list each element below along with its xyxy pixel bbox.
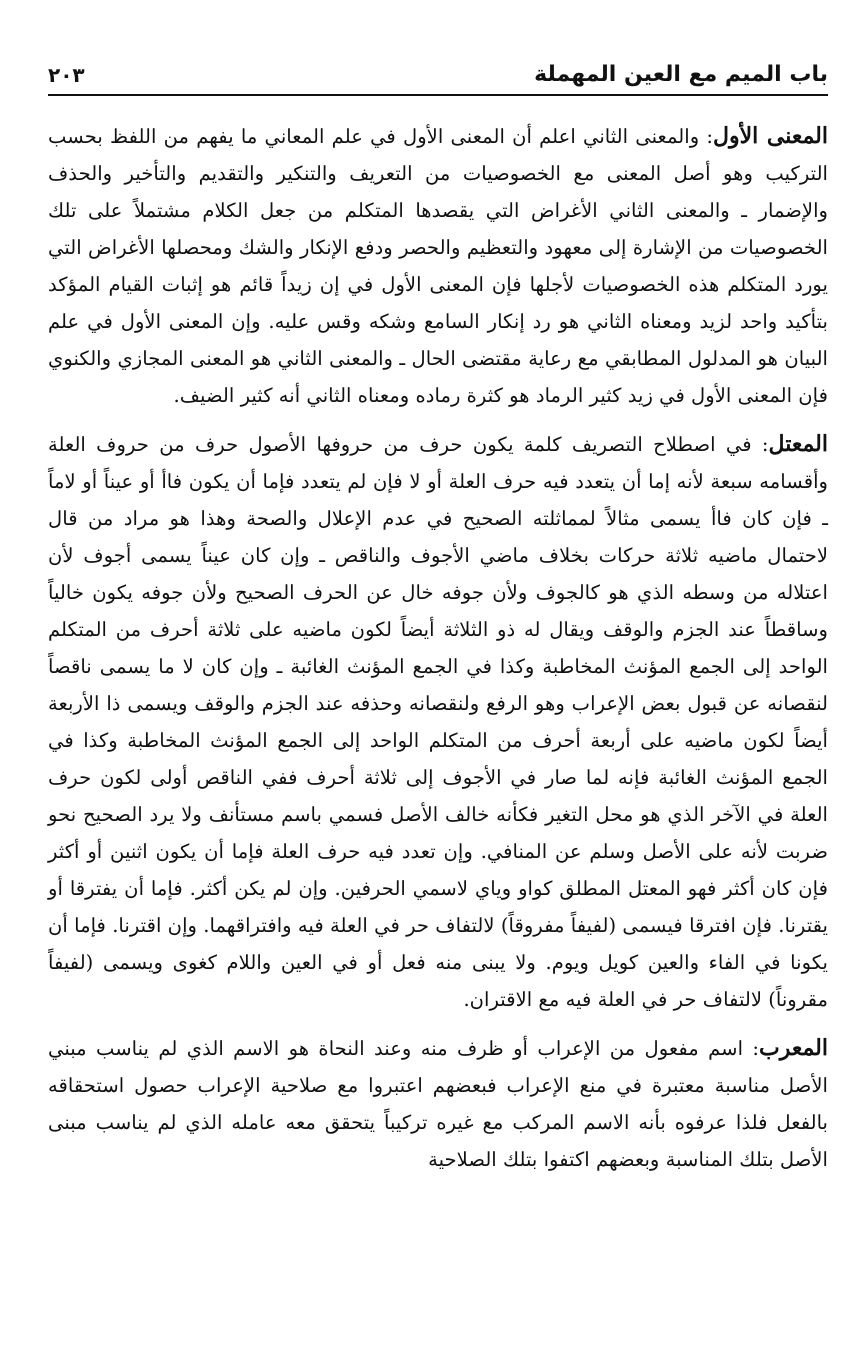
entry-al-mana-al-awwal — [48, 118, 828, 414]
entry-al-murab — [48, 1030, 828, 1178]
running-title: باب الميم مع العين المهملة — [534, 62, 828, 87]
book-page — [48, 52, 828, 1352]
entries — [48, 118, 828, 1178]
entry-term: المعنى الأول — [712, 123, 828, 149]
entry-body: : في اصطلاح التصريف كلمة يكون حرف من حروفها الأصول حرف من حروف العلة وأقسامه سبعة لأنه إما أن يتعدد فيه حرف العلة أو لا فإن لم يتعدد فإما أن يكون فاأ أو عيناً أو لاماً ـ فإن كان فاأ يسمى مثالاً لمماثلته الصحيح في عدم الإعلال والصحة وهذا هو مراد من قال لاحتمال ماضيه ثلاثة حركات بخلاف ماضي الأجوف والناقص ـ وإن كان عيناً يسمى أجوف لأن اعتلاله من وسطه الذي هو كالجوف ولأن جوفه خال عن الحرف الصحيح ولأن جوفه يكون خالياً وساقطاً عند الجزم والوقف ويقال له ذو الثلاثة أيضاً لكون ماضيه على ثلاثة أحرف من المتكلم الواحد إلى الجمع المؤنث المخاطبة وكذا في الجمع المؤنث الغائبة ـ وإن كان لا ما يسمى ناقصاً لنقصانه عن قبول بعض الإعراب وهو الرفع ولنقصانه وحذفه عند الجزم والوقف ويسمى ذا الأربعة أيضاً لكون ماضيه على أربعة أحرف من المتكلم الواحد إلى الجمع المؤنث المخاطبة وكذا في الجمع المؤنث الغائبة فإنه لما صار في الأجوف إلى ثلاثة أحرف ففي الناقص أولى لكون حرف العلة في الآخر الذي هو محل التغير فكأنه خالف الأصل فسمي باسم مستأنف ولا يرد الصحيح نحو ضربت لأنه على الأصل وسلم عن المنافي. وإن تعدد فيه حرف العلة فإما أن يكون اثنين أو أكثر فإن كان أكثر فهو المعتل المطلق كواو وياي لاسمي الحرفين. وإن لم يكن أكثر. فإما أن يفترقا أو يقترنا. فإن افترقا فيسمى (لفيفاً مفروقاً) لالتفاف حر في العلة فيه وافتراقهما. وإن اقترنا. فإما أن يكونا في الفاء والعين كويل ويوم. ولا يبنى منه فعل أو في العين واللام كغوى ويسمى (لفيفاً مقروناً) لالتفاف حر في العلة فيه مع الاقتران. — [48, 433, 829, 1011]
entry-body: : اسم مفعول من الإعراب أو ظرف منه وعند النحاة هو الاسم الذي لم يناسب مبني الأصل مناسبة معتبرة في منع الإعراب فبعضهم اعتبروا مع صلاحية الإعراب حصول استحقاقه بالفعل فلذا عرفوه بأنه الاسم المركب مع غيره تركيباً يتحقق معه عامله الذي لم يناسب مبنى الأصل بتلك المناسبة وبعضهم اكتفوا بتلك الصلاحية — [48, 1037, 828, 1171]
running-header — [48, 52, 828, 96]
entry-term: المعتل — [768, 431, 828, 457]
entry-body: : والمعنى الثاني اعلم أن المعنى الأول في علم المعاني ما يفهم من اللفظ بحسب التركيب وهو أصل المعنى مع الخصوصيات من التعريف والتنكير والتقديم والتأخير والحذف والإضمار ـ والمعنى الثاني الأغراض التي يقصدها المتكلم من جعل الكلام مشتملاً على تلك الخصوصيات من الإشارة إلى معهود والتعظيم والحصر ودفع الإنكار والشك ومحصلها الأغراض التي يورد المتكلم هذه الخصوصيات لأجلها فإن المعنى الأول في إن زيداً قائم هو إثبات القيام المؤكد بتأكيد واحد لزيد ومعناه الثاني هو رد إنكار السامع وشكه وقس عليه. وإن المعنى الأول في علم البيان هو المدلول المطابقي مع رعاية مقتضى الحال ـ والمعنى الثاني هو المعنى المجازي والكنوي فإن المعنى الأول في زيد كثير الرماد هو كثرة رماده ومعناه الثاني أنه كثير الضيف. — [48, 125, 828, 407]
entry-term: المعرب — [759, 1035, 828, 1061]
page-number: ٢٠٣ — [48, 63, 85, 87]
entry-al-mutal — [48, 426, 828, 1018]
